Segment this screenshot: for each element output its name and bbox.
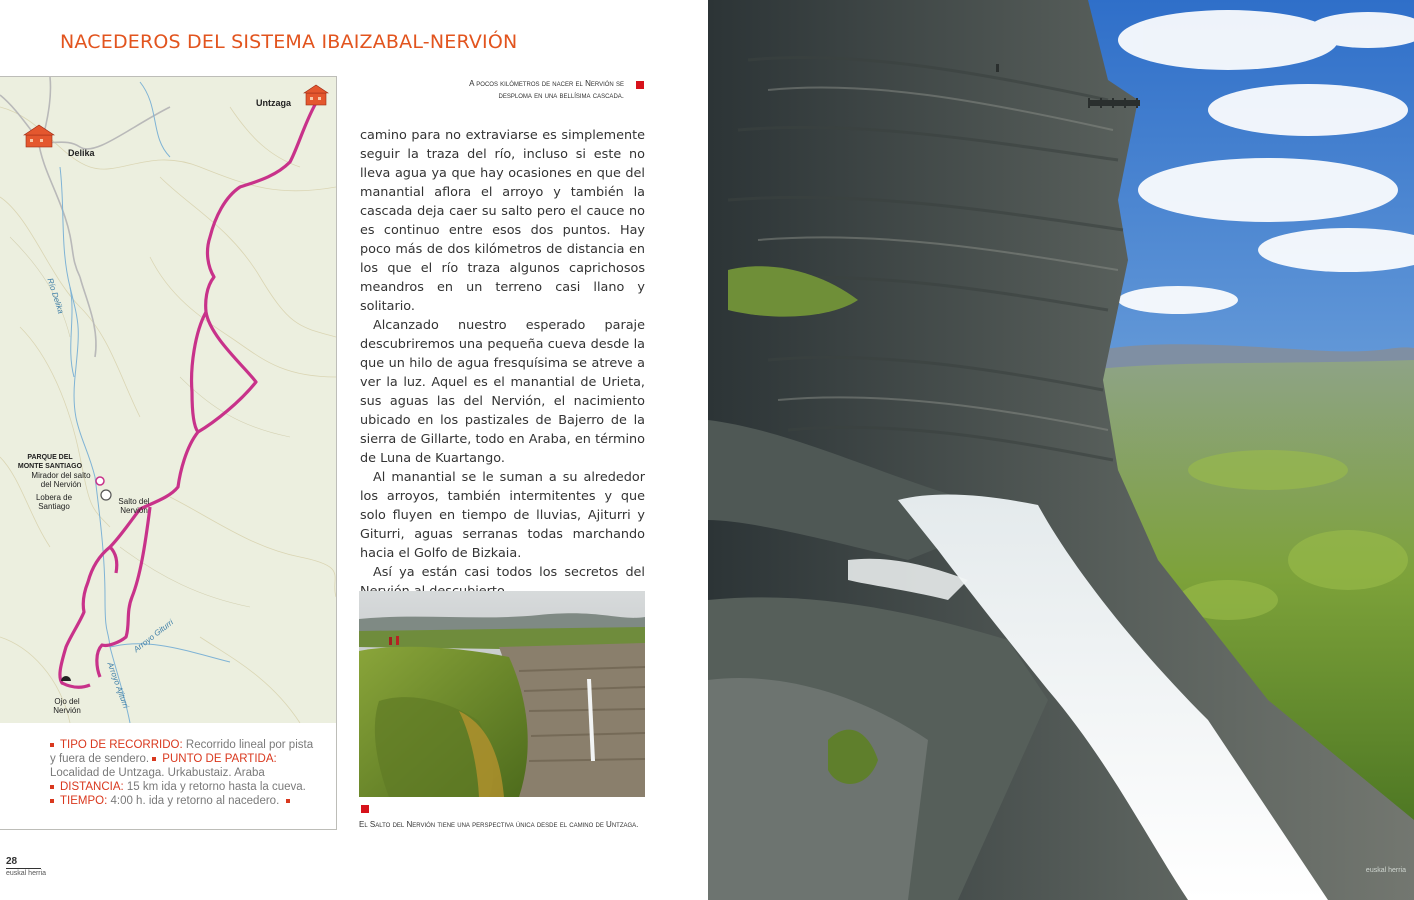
place-parque: PARQUE DEL MONTE SANTIAGO [17,454,83,470]
distancia-label: DISTANCIA: [60,781,124,793]
top-photo-caption [430,78,624,102]
bullet-square [152,757,156,761]
cliff-hikers-photo [359,591,645,797]
river-label-giturri: Arroyo Giturri [132,617,176,655]
tipo-value: Recorrido lineal por pista y fuera de sendero. [50,739,314,765]
punto-value: Localidad de Untzaga. Urkabustaiz. Araba [50,767,265,779]
bottom-photo-caption: El Salto del Nervión tiene una perspectiva única desde el camino de Untzaga. [359,820,639,829]
tiempo-value: 4:00 h. ida y retorno al nacedero. [110,795,280,807]
bullet-square [50,785,54,789]
article-body [360,126,645,601]
caption-marker-square [636,81,644,89]
waterfall-cliff-image [708,0,1414,900]
tiempo-label: TIEMPO: [60,795,108,807]
route-info [50,738,322,808]
top-caption-line-2: desploma en una bellísima cascada. [498,91,624,100]
paragraph-1: camino para no extraviarse es simplemente seguir la traza del río, incluso si este no lleva agua ya que hay ocasiones en que del manantial aflora el arroyo y también la cascada deja caer su salto pero el cauce no es continuo entre esos dos puntos. Hay poco más de dos kilómetros de distancia en los que el río traza algunos caprichosos meandros en un terreno casi llano y solitario. [360,128,645,314]
publication-name: euskal herria [6,870,47,877]
end-mark [286,799,290,803]
river-label-delika: Río Delika [45,277,66,315]
bullet-square [50,743,54,747]
waterfall-photo [708,0,1414,900]
punto-label: PUNTO DE PARTIDA: [162,753,277,765]
cliff-hikers-image [359,591,645,797]
place-mirador: Mirador del salto del Nervión [31,471,91,489]
route-map [0,77,336,723]
caption-marker-square [361,805,369,813]
photo-credit: euskal herria [1365,867,1406,874]
place-lobera: Lobera de Santiago [35,493,73,511]
top-caption-line-1: A pocos kilómetros de nacer el Nervión se [469,79,624,88]
river-label-ajiturri: Arroyo Ajiturri [105,661,131,710]
place-ojo: Ojo del Nervión [53,697,81,715]
bullet-square [50,799,54,803]
section-title: NACEDEROS DEL SISTEMA IBAIZABAL-NERVIÓN [60,30,518,53]
place-delika: Delika [68,148,95,158]
route-map-box [0,76,337,830]
place-salto: Salto del Nervión [118,497,150,515]
paragraph-4: Así ya están casi todos los secretos del [373,565,645,580]
place-untzaga: Untzaga [256,98,292,108]
paragraph-3: Al manantial se le suman a su alrededor los arroyos, también intermitentes y que solo fluyen en tiempo de lluvias, Ajiturri y Giturri, aguas serranas todas marchando hacia el Golfo de Bizkaia. [360,470,645,561]
tipo-label: TIPO DE RECORRIDO: [60,739,183,751]
page-number: 28 [6,856,41,869]
paragraph-2: Alcanzado nuestro esperado paraje descubriremos una pequeña cueva desde la que un hilo de agua fresquísima se atreve a ver la luz. Aquel es el manantial de Urieta, sus aguas las del Nervión, el nacimiento ubicado en los pastizales de Bajerro de la sierra de Gillarte, todo en Araba, en término de Luna de Kuartango. [360,318,645,466]
distancia-value: 15 km ida y retorno hasta la cueva. [126,781,306,793]
